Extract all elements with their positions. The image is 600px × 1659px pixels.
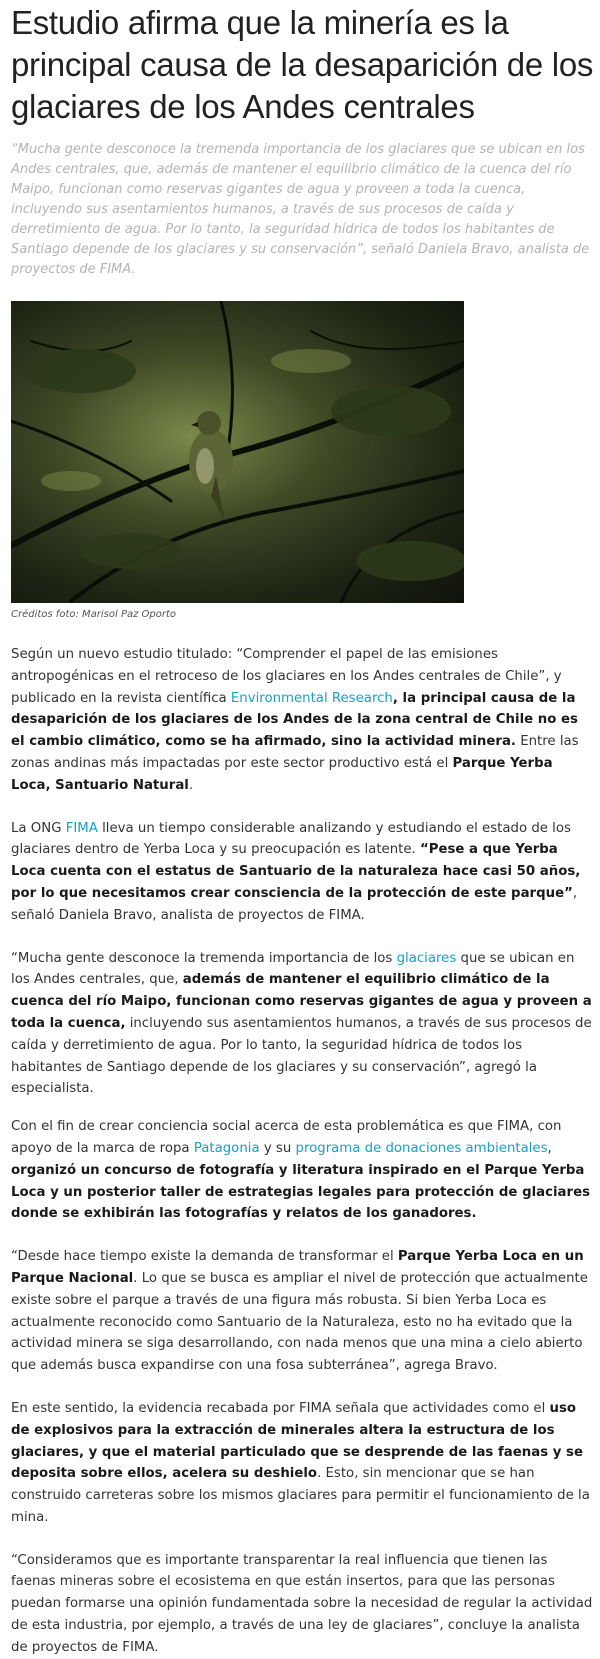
body-paragraph xyxy=(11,644,595,797)
text: , xyxy=(547,1140,552,1156)
text: Según un nuevo estudio titulado: “Comprender el papel de las emisiones antropogénicas en el retroceso de los glaciares en los Andes centrales de Chile”, y publicado en la revista científica xyxy=(11,647,562,706)
body-paragraph xyxy=(11,1116,595,1225)
text: . Esto, sin mencionar que se han construido carreteras sobre los mismos glaciares para permitir el funcionamiento de la mina. xyxy=(11,1466,590,1525)
article-lead-quote: “Mucha gente desconoce la tremenda importancia de los glaciares que se ubican en los Andes centrales, que, además de mantener el equilibrio climático de la cuenca del río Maipo, funcionan como reservas gigantes de agua y proveen a toda la cuenca, incluyendo sus asentamientos humanos, a través de sus procesos de caída y derretimiento de agua. Por lo tanto, la seguridad hídrica de todos los habitantes de Santiago depende de los glaciares y su conservación”, señaló Daniela Bravo, analista de proyectos de FIMA. xyxy=(11,142,590,277)
text: y su xyxy=(259,1140,296,1156)
link-environmental-research[interactable]: Environmental Research xyxy=(230,690,393,706)
text: , señaló Daniela Bravo, analista de proyectos de FIMA. xyxy=(11,885,578,923)
text: que se ubican en los Andes centrales, que, xyxy=(11,950,575,988)
bold-text: organizó un concurso de fotografía y literatura inspirado en el Parque Yerba Loca y un posterior taller de estrategias legales para protección de glaciares donde se exhibirán las fotografías y relatos de los ganadores. xyxy=(11,1162,591,1222)
bold-quote: “Pese a que Yerba Loca cuenta con el estatus de Santuario de la naturaleza hace casi 50 años, por lo que necesitamos crear consciencia de la protección de este parque” xyxy=(11,842,581,901)
text: . xyxy=(188,777,194,793)
article-body xyxy=(11,644,595,1659)
text: “Consideramos que es importante transparentar la real influencia que tienen las faenas mineras sobre el ecosistema en que están insertos, para que las personas puedan formarse una opinión fundamentada sobre la necesidad de regular la actividad de esta industria, por ejemplo, a través de una ley de glaciares”, concluye la analista de proyectos de FIMA. xyxy=(11,1552,593,1655)
link-patagonia[interactable]: Patagonia xyxy=(193,1140,260,1156)
body-paragraph xyxy=(11,1246,595,1377)
photo-credit: Créditos foto: Marisol Paz Oporto xyxy=(11,609,177,620)
link-programa-donaciones[interactable]: programa de donaciones ambientales xyxy=(295,1140,548,1156)
text: “Mucha gente desconoce la tremenda importancia de los xyxy=(11,950,397,966)
bold-text: , la principal causa de la desaparición de los glaciares de los Andes de la zona central de Chile no es el cambio climático, como se ha afirmado, sino la actividad minera. xyxy=(11,690,578,750)
link-glaciares[interactable]: glaciares xyxy=(396,950,457,966)
text: lleva un tiempo considerable analizando y estudiando el estado de los glaciares dentro de Yerba Loca y su preocupación es latente. xyxy=(11,820,571,858)
article xyxy=(11,0,595,1659)
bold-text: uso de explosivos para la extracción de minerales altera la estructura de los glaciares, y que el material particulado que se desprende de las faenas y se deposita sobre ellos, acelera su deshielo xyxy=(11,1400,583,1482)
text: . Lo que se busca es ampliar el nivel de protección que actualmente existe sobre el parque a través de una figura más robusta. Si bien Yerba Loca es actualmente reconocido como Santuario de la Naturaleza, esto no ha evitado que la actividad minera se siga desarrollando, con nada menos que una mina a cielo abierto que además busca expandirse con una fosa subterránea”, agrega Bravo. xyxy=(11,1270,588,1374)
bold-text: Parque Yerba Loca, Santuario Natural xyxy=(11,755,553,793)
text: “Desde hace tiempo existe la demanda de transformar el xyxy=(11,1249,398,1265)
body-paragraph xyxy=(11,948,595,1101)
bold-text: Parque Yerba Loca en un Parque Nacional xyxy=(11,1249,584,1286)
text: En este sentido, la evidencia recabada por FIMA señala que actividades como el xyxy=(11,1400,550,1416)
text: Entre las zonas andinas más impactadas por este sector productivo está el xyxy=(11,734,579,771)
text: La ONG xyxy=(11,820,66,836)
text: Con el fin de crear conciencia social acerca de esta problemática es que FIMA, con apoyo de la marca de ropa xyxy=(11,1119,562,1156)
article-title: Estudio afirma que la minería es la principal causa de la desaparición de los glaciares de los Andes centrales xyxy=(11,4,594,125)
body-paragraph xyxy=(11,818,595,927)
bold-text: además de mantener el equilibrio climático de la cuenca del río Maipo, funcionan como reservas gigantes de agua y proveen a toda la cuenca, xyxy=(11,972,592,1031)
body-paragraph xyxy=(11,1550,595,1659)
article-photo xyxy=(11,301,464,603)
text: incluyendo sus asentamientos humanos, a través de sus procesos de caída y derretimiento de agua. Por lo tanto, la seguridad hídrica de todos los habitantes de Santiago depende de los glaciares y su conservación”, agregó la especialista. xyxy=(11,1015,592,1097)
link-fima[interactable]: FIMA xyxy=(65,820,98,836)
bird-photo xyxy=(11,301,464,603)
body-paragraph xyxy=(11,1398,595,1529)
